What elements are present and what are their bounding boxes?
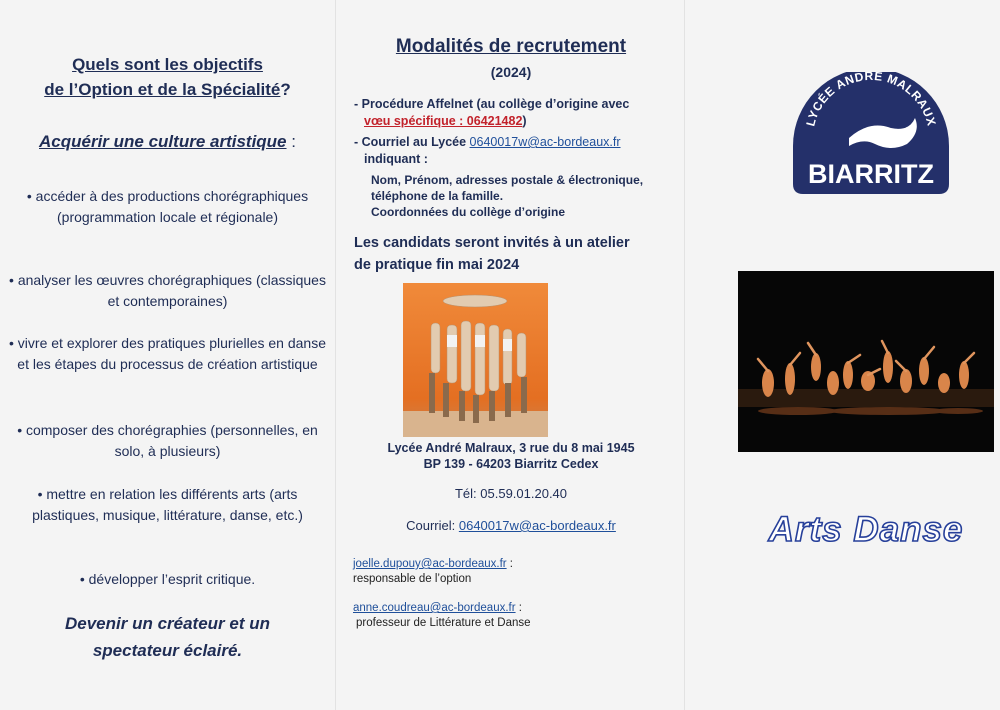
lycee-email-link[interactable]: 0640017w@ac-bordeaux.fr [469,135,621,149]
objectives-title-line1: Quels sont les objectifs [72,55,263,74]
anne-email-link[interactable]: anne.coudreau@ac-bordeaux.fr [353,602,516,614]
objective-item: • mettre en relation les différents arts (arts plastiques, musique, littérature, danse, etc.) [32,486,303,523]
details-line1: Nom, Prénom, adresses postale & électronique, [371,173,644,187]
specific-wish-code: vœu spécifique : 06421482 [364,114,523,128]
objectives-footer-line1: Devenir un créateur et un [64,614,270,633]
required-details [371,172,681,220]
school-address [336,440,686,472]
procedure-line1: - Procédure Affelnet (au collège d’origine avec [354,97,630,111]
objective-item: • accéder à des productions chorégraphiques (programmation locale et régionale) [26,188,309,225]
school-phone: Tél: 05.59.01.20.40 [454,486,568,501]
arts-danse-title: Arts Danse [768,510,964,549]
procedure-affelnet [354,96,684,130]
objectives-subtitle-text: Acquérir une culture artistique [39,132,287,151]
school-email-link[interactable]: 0640017w@ac-bordeaux.fr [458,518,616,533]
contact-teacher [353,601,673,631]
objectives-footer-line2: spectateur éclairé. [92,641,243,660]
objectives-panel [0,0,335,710]
objectives-title-question: ? [280,80,291,99]
school-email [336,518,686,533]
details-line2: téléphone de la famille. [371,189,504,203]
contact2-role: professeur de Littérature et Danse [356,617,531,629]
stage-performance-photo [738,271,994,452]
invite-line2: de pratique fin mai 2024 [354,257,520,273]
objectives-footer [0,610,335,664]
logo-city-text: BIARRITZ [808,159,934,189]
objectives-title-line2: de l’Option et de la Spécialité [44,80,281,99]
contact1-role: responsable de l’option [353,573,472,585]
courriel-prefix: - Courriel au Lycée [354,135,470,149]
dance-group-photo [403,283,548,437]
recruitment-heading: Modalités de recrutement [395,36,627,57]
details-line3: Coordonnées du collège d’origine [371,205,566,219]
contact2-separator: : [515,602,522,614]
objectives-subtitle-colon: : [286,132,296,151]
objective-item: • composer des chorégraphies (personnelles, en solo, à plusieurs) [17,422,318,459]
procedure-paren: ) [522,114,527,128]
contact1-separator: : [506,558,513,570]
objective-item: • analyser les œuvres chorégraphiques (classiques et contemporaines) [9,272,326,309]
invite-line1: Les candidats seront invités à un atelier [354,235,630,251]
address-line2: BP 139 - 64203 Biarritz Cedex [423,457,599,471]
contact-option-manager [353,557,673,587]
workshop-invitation [354,232,674,276]
joelle-email-link[interactable]: joelle.dupouy@ac-bordeaux.fr [353,558,507,570]
objectives-subtitle [0,132,335,152]
lycee-logo [791,72,951,194]
courriel-label: Courriel: [406,518,459,533]
objective-item: • développer l’esprit critique. [79,571,256,587]
address-line1: Lycée André Malraux, 3 rue du 8 mai 1945 [387,441,635,455]
recruitment-year: (2024) [490,64,532,80]
objectives-title [0,52,335,102]
logo-arc-text: LYCÉE ANDRÉ MALRAUX [803,72,939,128]
objective-item: • vivre et explorer des pratiques plurielles en danse et les étapes du processus de création artistique [9,335,326,372]
indiquant-label: indiquant : [364,152,428,166]
courriel-lycee [354,134,684,168]
